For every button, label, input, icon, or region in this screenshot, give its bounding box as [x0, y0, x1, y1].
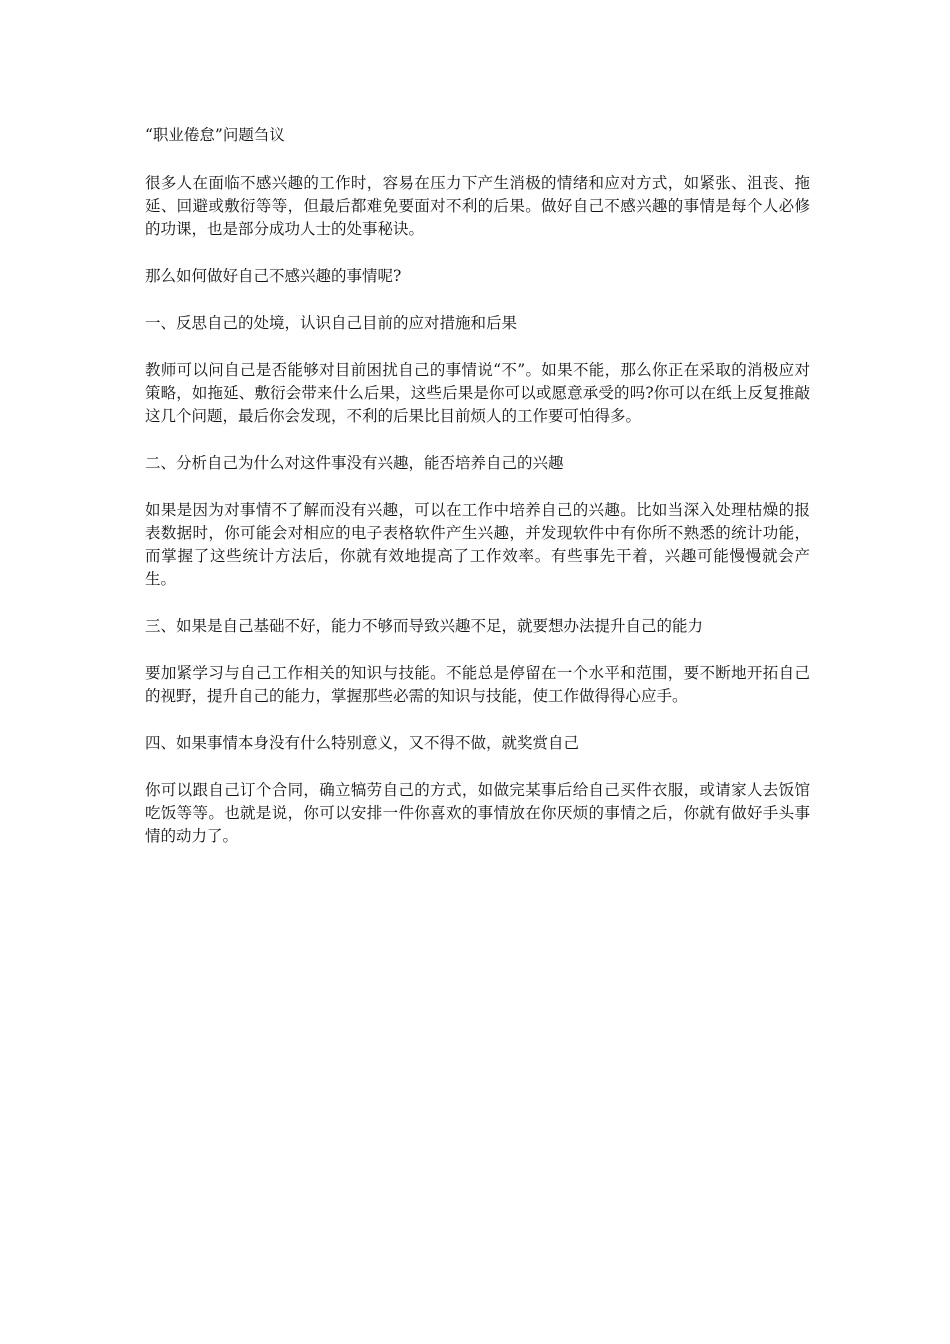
section-4-body: 你可以跟自己订个合同，确立犒劳自己的方式，如做完某事后给自己买件衣服，或请家人去饭馆吃饭等等。也就是说，你可以安排一件你喜欢的事情放在你厌烦的事情之后，你就有做好手头事情的动力了。 — [145, 781, 810, 845]
intro-paragraph: 很多人在面临不感兴趣的工作时，容易在压力下产生消极的情绪和应对方式，如紧张、沮丧、拖延、回避或敷衍等等，但最后都难免要面对不利的后果。做好自己不感兴趣的事情是每个人必修的功课，也是部分成功人士的处事秘诀。 — [145, 174, 810, 238]
section-3-heading: 三、如果是自己基础不好，能力不够而导致兴趣不足，就要想办法提升自己的能力 — [145, 617, 704, 635]
section-2-heading: 二、分析自己为什么对这件事没有兴趣，能否培养自己的兴趣 — [145, 454, 564, 472]
document-title: “职业倦怠”问题刍议 — [145, 126, 285, 144]
section-1-body: 教师可以问自己是否能够对目前困扰自己的事情说“不”。如果不能，那么你正在采取的消极应对策略，如拖延、敷衍会带来什么后果，这些后果是你可以或愿意承受的吗?你可以在纸上反复推敲这几个问题，最后你会发现，不利的后果比目前烦人的工作要可怕得多。 — [145, 361, 810, 425]
section-4-heading: 四、如果事情本身没有什么特别意义，又不得不做，就奖赏自己 — [145, 734, 580, 752]
question-paragraph: 那么如何做好自己不感兴趣的事情呢? — [145, 267, 402, 285]
section-1-heading: 一、反思自己的处境，认识自己目前的应对措施和后果 — [145, 314, 518, 332]
section-3-body: 要加紧学习与自己工作相关的知识与技能。不能总是停留在一个水平和范围，要不断地开拓自己的视野，提升自己的能力，掌握那些必需的知识与技能，使工作做得得心应手。 — [145, 664, 810, 705]
document-body — [145, 124, 810, 872]
section-2-body: 如果是因为对事情不了解而没有兴趣，可以在工作中培养自己的兴趣。比如当深入处理枯燥的报表数据时，你可能会对相应的电子表格软件产生兴趣，并发现软件中有你所不熟悉的统计功能，而掌握了这些统计方法后，你就有效地提高了工作效率。有些事先干着，兴趣可能慢慢就会产生。 — [145, 501, 810, 588]
